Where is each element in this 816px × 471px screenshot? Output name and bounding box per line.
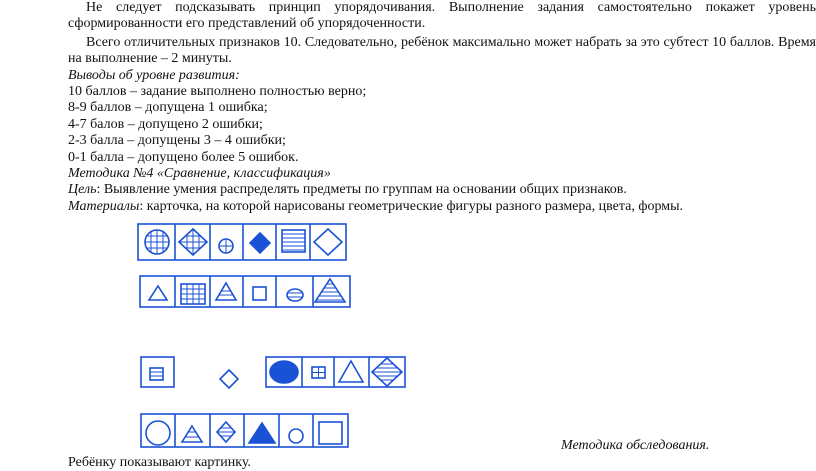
- filled-ellipse-icon: [270, 361, 298, 383]
- level-item: 4-7 балов – допущено 2 ошибки;: [68, 116, 263, 132]
- figure-row-2: [140, 276, 350, 307]
- small-striped-diamond-icon: [215, 422, 237, 442]
- striped-triangle-icon: [214, 283, 238, 300]
- grid-square-icon: [181, 284, 205, 304]
- small-striped-square-icon: [150, 368, 163, 380]
- small-square-icon: [253, 287, 266, 300]
- small-grid-square-icon: [312, 367, 325, 378]
- small-striped-triangle-icon: [180, 426, 204, 442]
- figure-row-4: [141, 414, 348, 447]
- striped-square-icon: [282, 230, 305, 252]
- paragraph-line: Всего отличительных признаков 10. Следовательно, ребёнок максимально может набрать за это субтест 10 баллов. Время: [86, 34, 816, 50]
- level-item: 8-9 баллов – допущена 1 ошибка;: [68, 100, 268, 116]
- bottom-text: Ребёнку показывают картинку.: [68, 455, 251, 470]
- materials-label: Материалы: [68, 198, 140, 214]
- striped-ellipse-icon: [286, 289, 304, 301]
- level-item: 2-3 балла – допущены 3 – 4 ошибки;: [68, 133, 286, 149]
- outline-triangle-icon: [149, 286, 167, 300]
- filled-diamond-icon: [250, 233, 270, 253]
- small-diamond-icon: [220, 370, 238, 388]
- large-triangle-icon: [339, 361, 363, 382]
- grid-circle-icon: [145, 230, 169, 254]
- figure-row-3: [141, 357, 405, 388]
- filled-triangle-icon: [249, 423, 275, 443]
- figure-caption: Методика обследования.: [561, 438, 710, 453]
- large-circle-icon: [146, 421, 170, 445]
- method-title: Методика №4 «Сравнение, классификация»: [68, 166, 331, 182]
- striped-large-triangle-icon: [313, 279, 347, 302]
- paragraph-line: сформированности его представлений об упорядоченности.: [68, 16, 426, 32]
- level-item: 10 баллов – задание выполнено полностью верно;: [68, 84, 367, 100]
- small-circle-icon: [289, 429, 303, 443]
- outline-diamond-icon: [314, 229, 342, 255]
- goal-label: Цель: [68, 182, 97, 198]
- figure-row-1: [138, 224, 346, 260]
- goal-text: : Выявление умения распределять предметы по группам на основании общих признаков.: [96, 182, 627, 198]
- level-item: 0-1 балла – допущено более 5 ошибок.: [68, 149, 299, 165]
- conclusions-title: Выводы об уровне развития:: [68, 67, 240, 83]
- small-grid-circle-icon: [219, 239, 233, 253]
- materials-text: : карточка, на которой нарисованы геометрические фигуры разного размера, цвета, формы.: [139, 198, 684, 214]
- outline-square-icon: [319, 422, 342, 444]
- striped-diamond-icon: [370, 358, 404, 386]
- grid-diamond-icon: [179, 229, 207, 255]
- paragraph-line: на выполнение – 2 минуты.: [68, 51, 232, 67]
- paragraph-line: Не следует подсказывать принцип упорядочивания. Выполнение задания самостоятельно покажет уровень: [86, 0, 816, 15]
